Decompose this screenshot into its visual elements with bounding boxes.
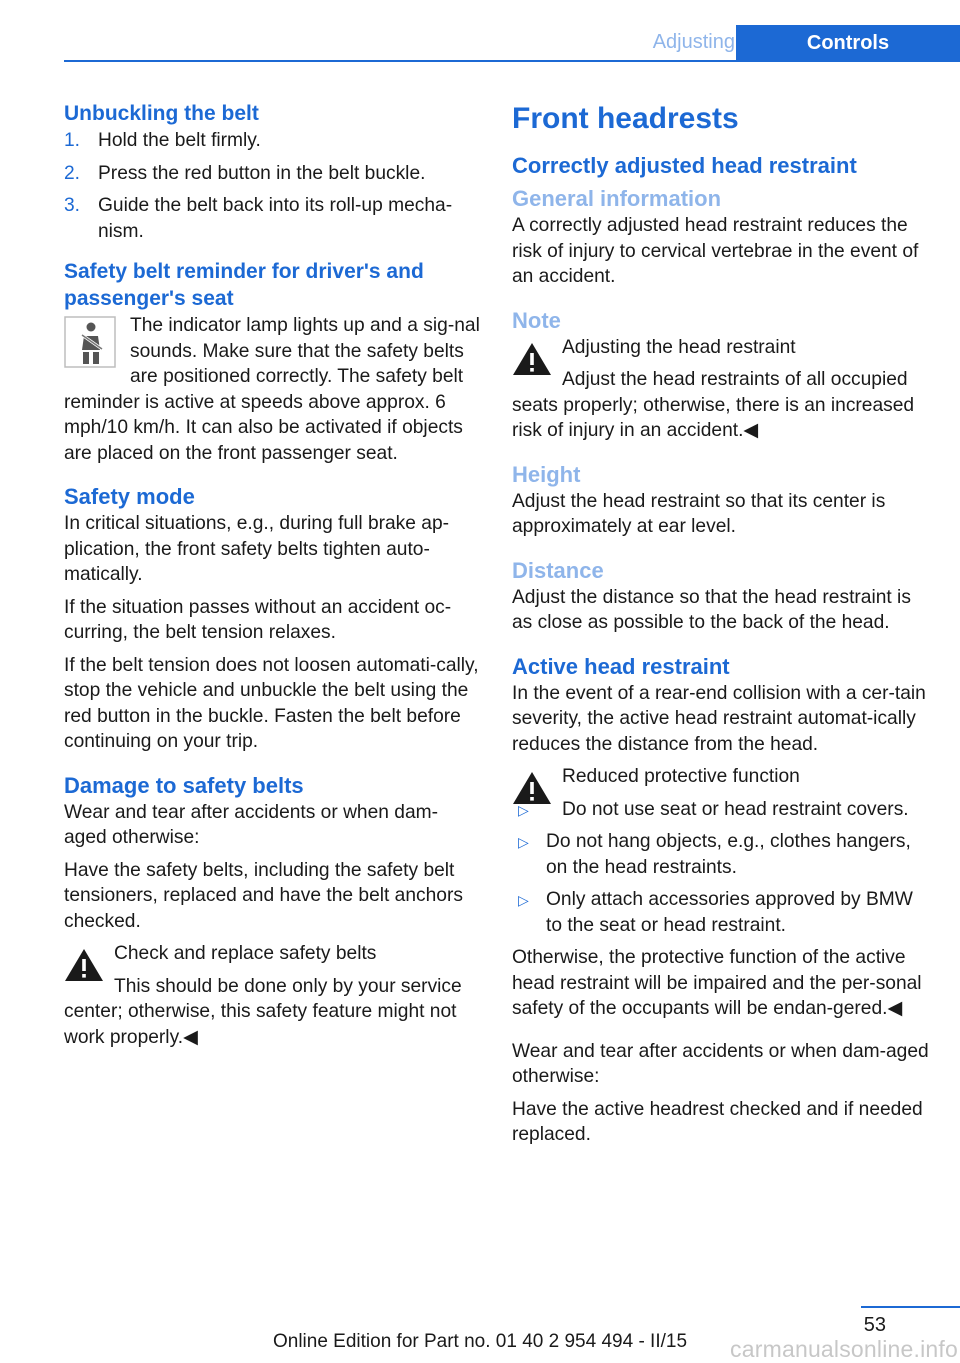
- left-column: [64, 100, 480, 1057]
- list-item: [512, 887, 932, 938]
- paragraph: Wear and tear after accidents or when dam‐aged otherwise:: [64, 801, 438, 848]
- paragraph: Otherwise, the protective function of the active head restraint will be impaired and the per‐sonal safety of the occupants will be endan‐gered.◀: [512, 947, 922, 1019]
- section-subtitle: Correctly adjusted head restraint: [512, 153, 857, 178]
- paragraph: If the belt tension does not loosen automati‐cally, stop the vehicle and unbuckle the belt using the red button in the buckle. Fasten the belt before continuing on your trip.: [64, 654, 479, 752]
- belt-reminder-heading: Safety belt reminder for driver's and passenger's seat: [64, 260, 424, 310]
- step-item: [64, 161, 480, 187]
- warning-bullet-list: [512, 797, 932, 823]
- bullet-triangle-icon: ▷: [518, 834, 529, 850]
- header-rule: [64, 60, 960, 62]
- distance-heading: Distance: [512, 557, 604, 583]
- step-text: Press the red button in the belt buckle.: [98, 162, 426, 184]
- edition-footer: Online Edition for Part no. 01 40 2 954 494 - II/15: [272, 1331, 688, 1352]
- page-title: Front headrests: [512, 102, 739, 135]
- warning-text: This should be done only by your service center; otherwise, this safety feature might not work properly.◀: [64, 975, 462, 1048]
- active-warning-block: [512, 764, 932, 829]
- note-heading: Note: [512, 307, 561, 333]
- note-warning-block: [512, 335, 932, 451]
- belt-damage-heading: Damage to safety belts: [64, 772, 304, 798]
- belt-reminder-text: The indicator lamp lights up and a sig‐nal sounds. Make sure that the safety belts are positioned correctly. The safety belt reminder is active at speeds above approx. 6 mph/10 km/h. It can also be activated if objects are placed on the front passenger seat.: [64, 315, 480, 464]
- unbuckling-heading: Unbuckling the belt: [64, 102, 259, 125]
- step-text: Guide the belt back into its roll-up mecha‐nism.: [98, 195, 453, 242]
- watermark: carmanualsonline.info: [730, 1336, 958, 1362]
- distance-text: Adjust the distance so that the head restraint is as close as possible to the back of the head.: [512, 586, 911, 633]
- height-text: Adjust the head restraint so that its center is approximately at ear level.: [512, 490, 886, 537]
- page-number: 53: [863, 1314, 886, 1336]
- warning-title: Reduced protective function: [562, 766, 800, 787]
- safety-mode-heading: Safety mode: [64, 484, 195, 509]
- list-item-text: Do not hang objects, e.g., clothes hangers, on the head restraints.: [546, 831, 911, 878]
- accessory-bullet-list: [512, 829, 932, 938]
- warning-text: Adjust the head restraints of all occupied seats properly; otherwise, there is an increased risk of injury in an accident.◀: [512, 369, 915, 441]
- footer-rule: [861, 1306, 960, 1308]
- paragraph: In critical situations, e.g., during full brake ap‐plication, the front safety belts tighten auto‐matically.: [64, 513, 450, 585]
- warning-triangle-icon: [64, 947, 104, 983]
- step-item: [64, 193, 480, 244]
- warning-title: Adjusting the head restraint: [562, 336, 796, 358]
- list-item-text: Only attach accessories approved by BMW to the seat or head restraint.: [546, 889, 913, 936]
- general-info-text: A correctly adjusted head restraint reduces the risk of injury to cervical vertebrae in the event of an accident.: [512, 215, 919, 287]
- general-info-heading: General information: [512, 186, 722, 211]
- paragraph: Have the active headrest checked and if needed replaced.: [512, 1098, 923, 1145]
- active-restraint-heading: Active head restraint: [512, 653, 730, 679]
- paragraph: If the situation passes without an accident oc‐curring, the belt tension relaxes.: [64, 596, 452, 643]
- active-restraint-text: In the event of a rear-end collision with a cer‐tain severity, the active head restraint automat‐ically reduces the distance from the head.: [512, 682, 926, 755]
- list-item: [512, 797, 932, 823]
- warning-title: Check and replace safety belts: [114, 943, 377, 964]
- belt-reminder-block: [64, 313, 480, 473]
- paragraph: Have the safety belts, including the safety belt tensioners, replaced and have the belt anchors checked.: [64, 859, 463, 932]
- height-heading: Height: [512, 461, 581, 487]
- header-chapter-tab: Controls: [736, 25, 960, 62]
- list-item: [512, 829, 932, 880]
- right-column: [512, 100, 932, 1155]
- unbuckling-steps: [64, 128, 480, 244]
- paragraph: Wear and tear after accidents or when dam‐aged otherwise:: [512, 1040, 929, 1087]
- step-number: 1.: [64, 130, 81, 151]
- list-item-text: Do not use seat or head restraint covers.: [562, 798, 909, 820]
- step-text: Hold the belt firmly.: [98, 130, 261, 151]
- bullet-triangle-icon: ▷: [518, 801, 529, 818]
- belt-warning-block: [64, 941, 480, 1057]
- step-item: [64, 128, 480, 154]
- header-section: Adjusting: [652, 31, 735, 53]
- step-number: 2.: [64, 162, 81, 184]
- bullet-triangle-icon: ▷: [518, 892, 529, 908]
- warning-triangle-icon: [512, 341, 552, 377]
- seatbelt-icon: [64, 316, 116, 368]
- step-number: 3.: [64, 195, 81, 216]
